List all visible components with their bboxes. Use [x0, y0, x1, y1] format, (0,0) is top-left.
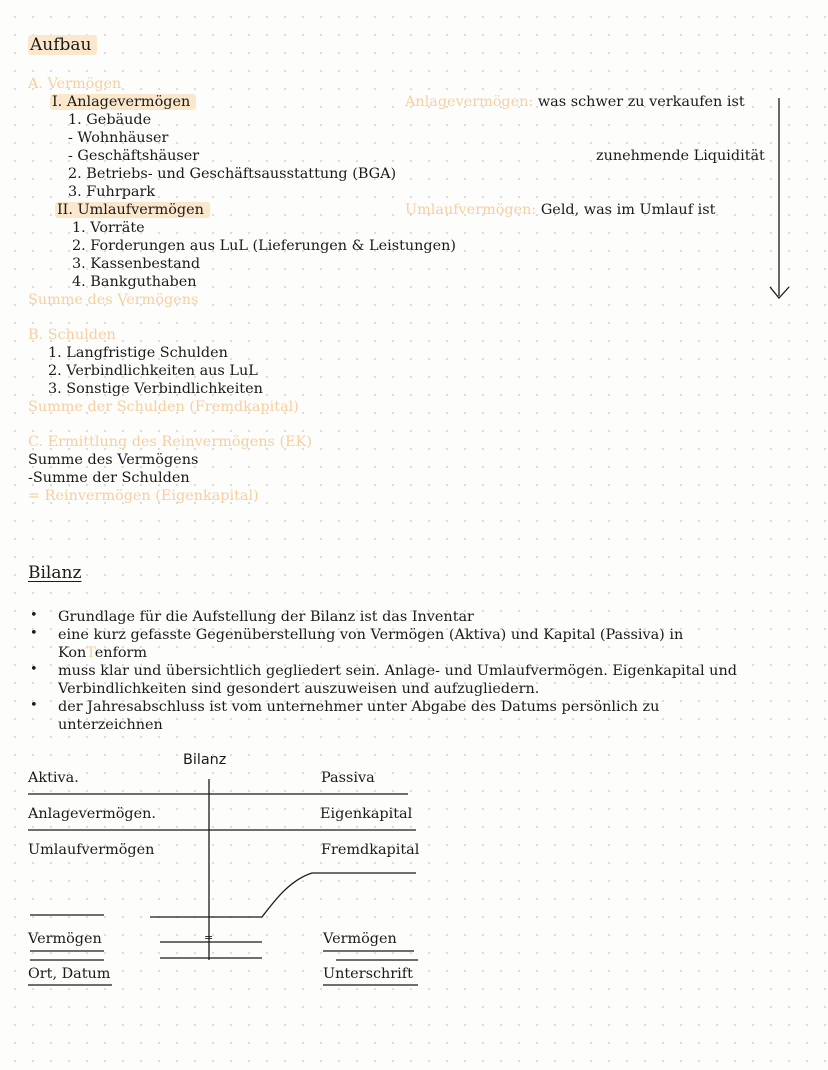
schulden-heading: B. Schulden	[28, 327, 116, 343]
konto-buchhalternase	[150, 873, 416, 917]
calc-line-vermoegen: Summe des Vermögens	[28, 452, 199, 468]
reinvermoegen-heading: C. Ermittlung des Reinvermögens (EK)	[28, 434, 312, 450]
calc-result: = Reinvermögen (Eigenkapital)	[28, 488, 259, 504]
list-item-wohnhaeuser: - Wohnhäuser	[68, 130, 169, 146]
anlagevermoegen-note: Anlagevermögen: was schwer zu verkaufen ist	[405, 94, 745, 110]
bullet-text-2-cont: KonTenform	[58, 645, 148, 661]
list-item-kassenbestand: 3. Kassenbestand	[72, 256, 201, 272]
liquiditaet-arrow	[770, 98, 789, 298]
list-item-gebaeude: 1. Gebäude	[68, 112, 152, 128]
konto-title: Bilanz	[183, 752, 227, 768]
list-item-verbindlichkeiten-lul: 2. Verbindlichkeiten aus LuL	[48, 363, 258, 379]
summe-vermoegen: Summe des Vermögens	[28, 292, 199, 308]
konto-anlagevermoegen: Anlagevermögen.	[28, 806, 156, 822]
list-item-forderungen: 2. Forderungen aus LuL (Lieferungen & Leistungen)	[72, 238, 457, 254]
calc-line-schulden: -Summe der Schulden	[28, 470, 190, 486]
konto-umlaufvermoegen: Umlaufvermögen	[28, 842, 155, 858]
aufbau-title: Aufbau	[28, 36, 97, 54]
bullet-text-4: der Jahresabschluss ist vom unternehmer unter Abgabe des Datums persönlich zu	[58, 699, 660, 715]
list-item-sonstige: 3. Sonstige Verbindlichkeiten	[48, 381, 263, 397]
anlagevermoegen-heading: I. Anlagevermögen	[50, 93, 196, 111]
konto-passiva: Passiva	[321, 770, 375, 786]
konto-ort-datum: Ort, Datum	[28, 966, 111, 982]
bullet-text-4-cont: unterzeichnen	[58, 717, 163, 733]
umlaufvermoegen-heading: II. Umlaufvermögen	[55, 201, 210, 219]
konto-unterschrift: Unterschrift	[323, 966, 413, 982]
t-konto-lines	[28, 779, 418, 985]
summe-schulden: Summe der Schulden (Fremdkapital)	[28, 399, 299, 415]
bullet-1: •	[30, 608, 38, 623]
konto-vermoegen-left: Vermögen	[28, 931, 102, 947]
liquiditaet-note: zunehmende Liquidität	[596, 148, 765, 164]
konto-fremdkapital: Fremdkapital	[321, 842, 420, 858]
equals-mark: =	[204, 931, 214, 944]
list-item-bankguthaben: 4. Bankguthaben	[72, 274, 197, 290]
list-item-vorraete: 1. Vorräte	[72, 220, 145, 236]
list-item-fuhrpark: 3. Fuhrpark	[68, 184, 156, 200]
bullet-3: •	[30, 662, 38, 677]
konto-vermoegen-right: Vermögen	[323, 931, 397, 947]
umlaufvermoegen-note: Umlaufvermögen: Geld, was im Umlauf ist	[405, 202, 716, 218]
bullet-text-3-cont: Verbindlichkeiten sind gesondert auszuweisen und aufzugliedern.	[58, 681, 540, 697]
list-item-geschaeftshaeuser: - Geschäftshäuser	[68, 148, 200, 164]
list-item-bga: 2. Betriebs- und Geschäftsausstattung (BGA)	[68, 166, 397, 182]
bullet-4: •	[30, 698, 38, 713]
bilanz-title: Bilanz	[28, 563, 82, 583]
bullet-2: •	[30, 626, 38, 641]
vermoegen-heading: A. Vermögen	[28, 76, 122, 92]
bullet-text-1: Grundlage für die Aufstellung der Bilanz ist das Inventar	[58, 609, 474, 625]
bullet-text-3: muss klar und übersichtlich gegliedert sein. Anlage- und Umlaufvermögen. Eigenkapital und	[58, 663, 737, 679]
bullet-text-2: eine kurz gefasste Gegenüberstellung von Vermögen (Aktiva) und Kapital (Passiva) in	[58, 627, 684, 643]
list-item-langfristig: 1. Langfristige Schulden	[48, 345, 228, 361]
konto-eigenkapital: Eigenkapital	[320, 806, 413, 822]
konto-aktiva: Aktiva.	[28, 770, 79, 786]
